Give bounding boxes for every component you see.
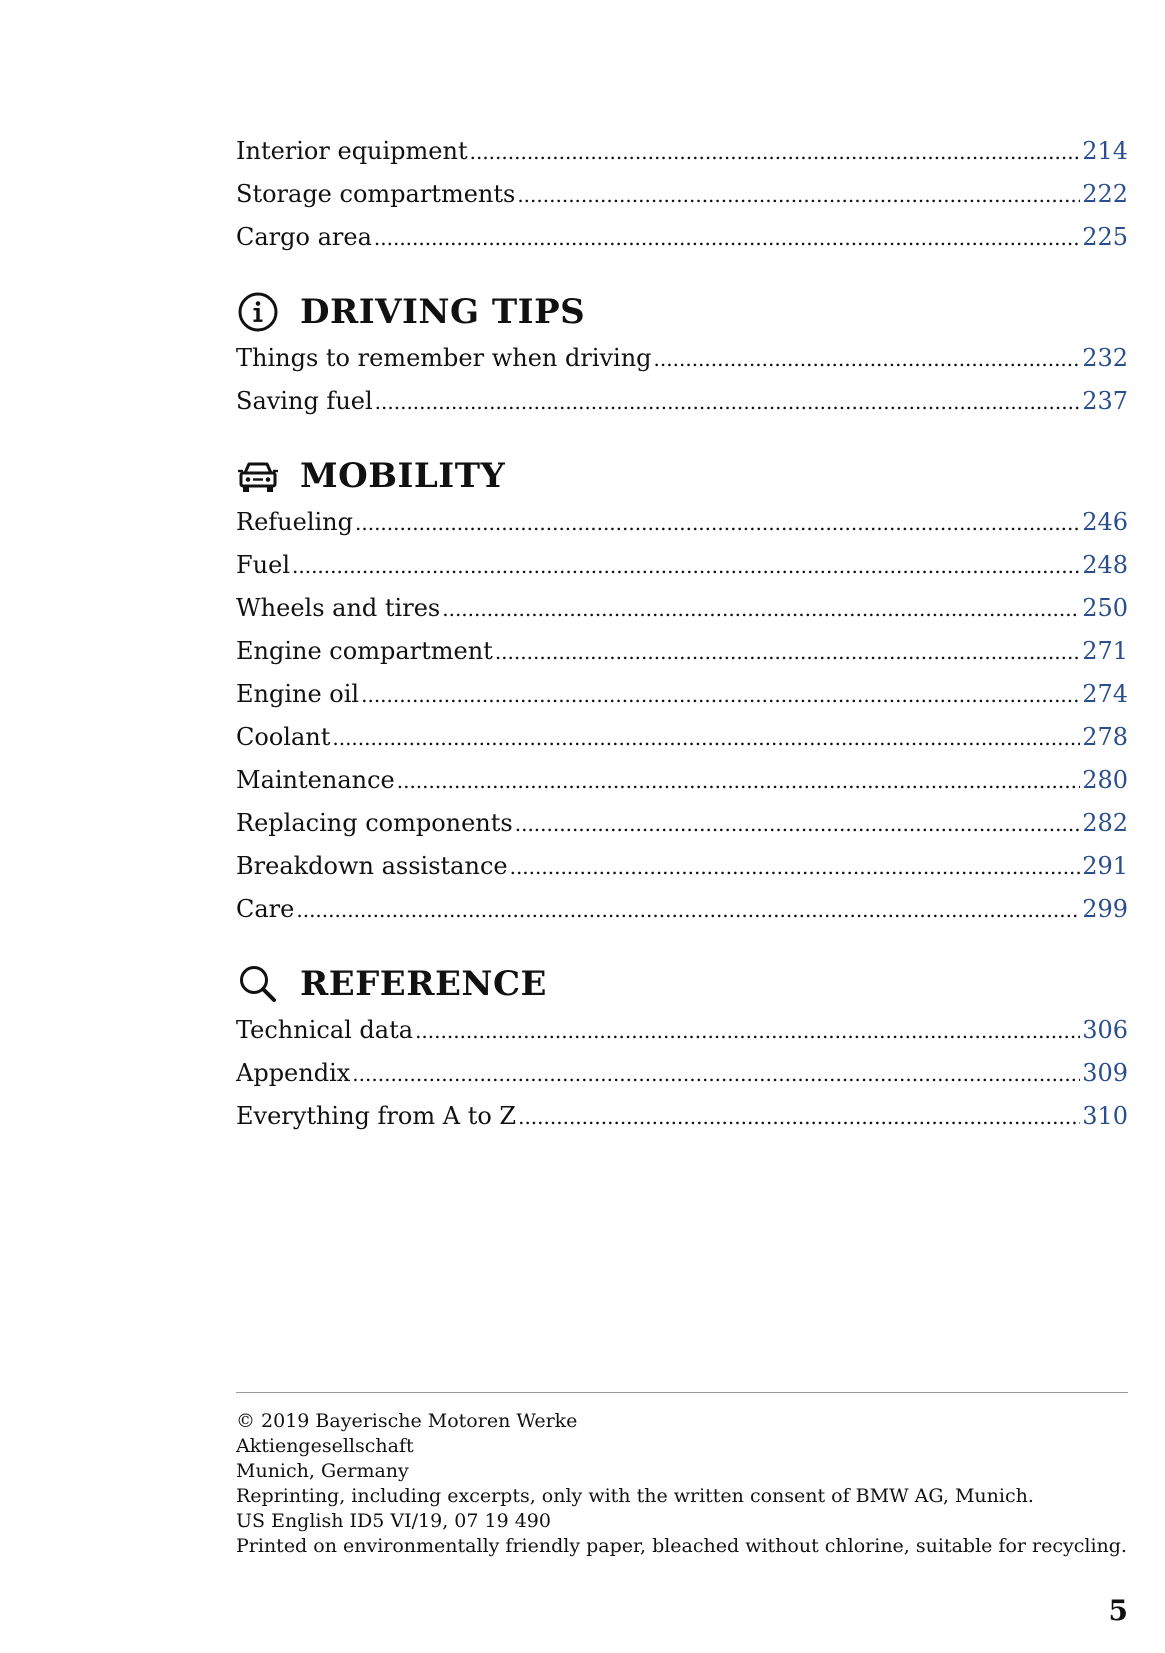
toc-leader-dots <box>374 216 1080 260</box>
toc-leader-dots <box>375 380 1081 424</box>
toc-leader-dots <box>361 673 1080 717</box>
info-circle-icon <box>236 290 280 334</box>
footer-line-company: Aktiengesellschaft <box>236 1435 414 1457</box>
toc-entry[interactable] <box>236 630 1128 673</box>
footer-line-copyright: © 2019 Bayerische Motoren Werke <box>236 1410 578 1432</box>
toc-entry-page[interactable]: 299 <box>1082 895 1128 923</box>
magnifier-icon <box>236 962 280 1006</box>
toc-entry-page[interactable]: 237 <box>1082 387 1128 415</box>
toc-entry[interactable] <box>236 337 1128 380</box>
toc-entry-title: Maintenance <box>236 766 395 794</box>
toc-leader-dots <box>352 1052 1080 1096</box>
toc-entry-page[interactable]: 214 <box>1082 137 1128 165</box>
toc-entry-page[interactable]: 280 <box>1082 766 1128 794</box>
toc-entry-page[interactable]: 250 <box>1082 594 1128 622</box>
toc-leader-dots <box>515 802 1080 846</box>
toc-leader-dots <box>355 501 1080 545</box>
footer-line-location: Munich, Germany <box>236 1460 409 1482</box>
toc-leader-dots <box>510 845 1081 889</box>
toc-entry[interactable] <box>236 1052 1128 1095</box>
toc-section-continued <box>236 130 1128 259</box>
toc-entry-page[interactable]: 310 <box>1082 1102 1128 1130</box>
toc-entry[interactable] <box>236 845 1128 888</box>
toc-entry-title: Appendix <box>236 1059 351 1087</box>
section-spacer <box>236 931 1128 959</box>
toc-entry-page[interactable]: 274 <box>1082 680 1128 708</box>
toc-entry-page[interactable]: 246 <box>1082 508 1128 536</box>
toc-entry-title: Technical data <box>236 1016 414 1044</box>
toc-leader-dots <box>397 759 1080 803</box>
toc-leader-dots <box>518 1095 1080 1139</box>
toc-entry[interactable] <box>236 173 1128 216</box>
toc-entry-title: Interior equipment <box>236 137 468 165</box>
section-heading-text: MOBILITY <box>300 456 506 496</box>
toc-entry-title: Engine compartment <box>236 637 493 665</box>
toc-entry-title: Engine oil <box>236 680 360 708</box>
toc-leader-dots <box>495 630 1080 674</box>
toc-entry[interactable] <box>236 1095 1128 1138</box>
section-heading <box>236 959 1128 1009</box>
section-heading <box>236 451 1128 501</box>
toc-leader-dots <box>292 544 1080 588</box>
toc-entry-page[interactable]: 306 <box>1082 1016 1128 1044</box>
toc-entry-page[interactable]: 271 <box>1082 637 1128 665</box>
toc-entry[interactable] <box>236 380 1128 423</box>
toc-entry-title: Cargo area <box>236 223 372 251</box>
toc-entry-title: Things to remember when driving <box>236 344 652 372</box>
toc-entry-page[interactable]: 232 <box>1082 344 1128 372</box>
toc-section-driving-tips <box>236 287 1128 423</box>
toc-entry[interactable] <box>236 501 1128 544</box>
toc-section-mobility <box>236 451 1128 931</box>
page-number: 5 <box>1108 1594 1128 1627</box>
toc-leader-dots <box>654 337 1081 381</box>
footer-line-reprint-notice: Reprinting, including excerpts, only with the written consent of BMW AG, Munich. <box>236 1485 1034 1507</box>
toc-entry[interactable] <box>236 716 1128 759</box>
footer-line-paper-notice: Printed on environmentally friendly paper, bleached without chlorine, suitable for recycling. <box>236 1535 1127 1557</box>
toc-leader-dots <box>470 130 1081 174</box>
toc-entry[interactable] <box>236 759 1128 802</box>
toc-section-reference <box>236 959 1128 1138</box>
section-heading-text: DRIVING TIPS <box>300 292 586 332</box>
toc-entry-title: Storage compartments <box>236 180 516 208</box>
table-of-contents <box>236 130 1128 1138</box>
toc-entry-page[interactable]: 248 <box>1082 551 1128 579</box>
toc-entry-title: Fuel <box>236 551 290 579</box>
toc-entry[interactable] <box>236 1009 1128 1052</box>
toc-entry-page[interactable]: 282 <box>1082 809 1128 837</box>
section-spacer <box>236 259 1128 287</box>
section-heading-text: REFERENCE <box>300 964 547 1004</box>
car-front-icon <box>236 454 280 498</box>
toc-entry-page[interactable]: 291 <box>1082 852 1128 880</box>
toc-entry[interactable] <box>236 216 1128 259</box>
toc-leader-dots <box>296 888 1080 932</box>
toc-entry-title: Breakdown assistance <box>236 852 508 880</box>
toc-entry-title: Replacing components <box>236 809 513 837</box>
toc-entry[interactable] <box>236 130 1128 173</box>
toc-entry[interactable] <box>236 673 1128 716</box>
section-spacer <box>236 423 1128 451</box>
section-heading <box>236 287 1128 337</box>
toc-entry[interactable] <box>236 888 1128 931</box>
toc-leader-dots <box>332 716 1080 760</box>
toc-entry[interactable] <box>236 587 1128 630</box>
toc-leader-dots <box>415 1009 1080 1053</box>
toc-entry-title: Wheels and tires <box>236 594 441 622</box>
toc-entry[interactable] <box>236 544 1128 587</box>
toc-entry-title: Coolant <box>236 723 331 751</box>
toc-entry-page[interactable]: 225 <box>1082 223 1128 251</box>
toc-entry-title: Care <box>236 895 295 923</box>
toc-leader-dots <box>517 173 1080 217</box>
toc-entry-title: Refueling <box>236 508 353 536</box>
toc-leader-dots <box>442 587 1080 631</box>
toc-entry[interactable] <box>236 802 1128 845</box>
toc-entry-title: Everything from A to Z <box>236 1102 517 1130</box>
toc-entry-title: Saving fuel <box>236 387 373 415</box>
toc-entry-page[interactable]: 309 <box>1082 1059 1128 1087</box>
imprint-footer <box>236 1392 1128 1559</box>
toc-entry-page[interactable]: 222 <box>1082 180 1128 208</box>
toc-entry-page[interactable]: 278 <box>1082 723 1128 751</box>
footer-line-edition-id: US English ID5 VI/19, 07 19 490 <box>236 1510 551 1532</box>
